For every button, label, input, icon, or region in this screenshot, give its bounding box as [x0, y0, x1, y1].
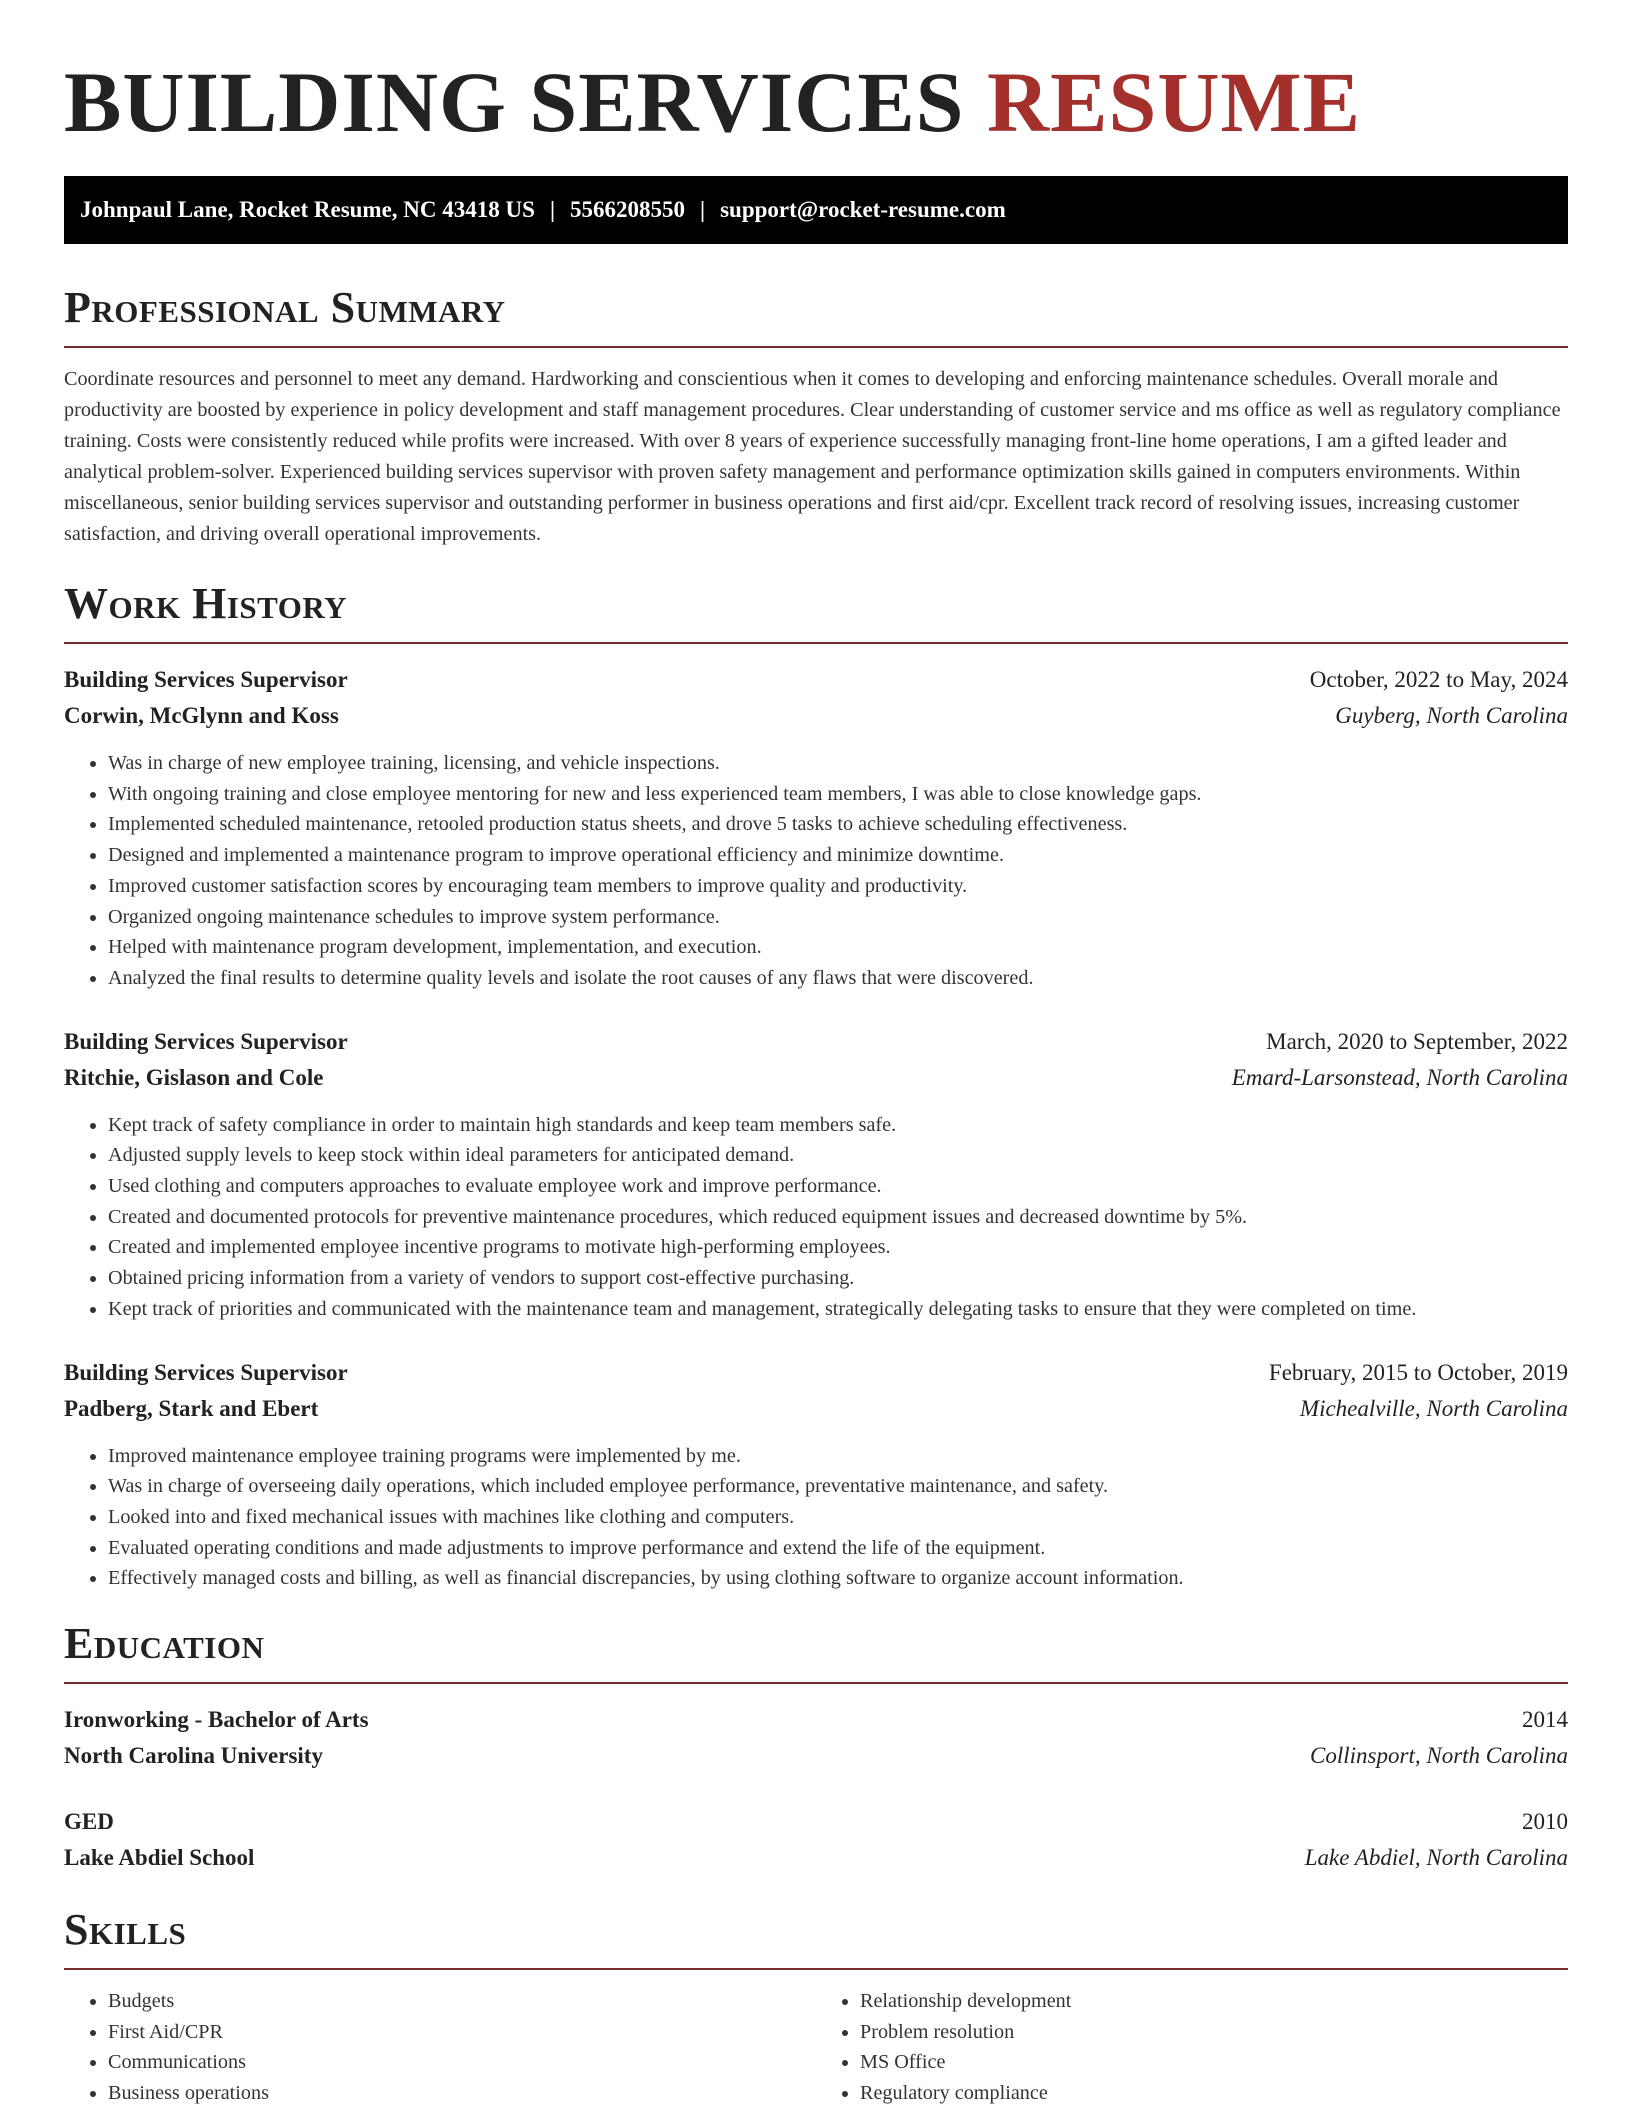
education-degree: GED [64, 1809, 114, 1835]
work-history-section [64, 580, 1568, 1594]
job-bullet: • With ongoing training and close employee mentoring for new and less experienced team members, I was able to close knowledge gaps. [108, 779, 1568, 810]
job-bullet: • Created and documented protocols for preventive maintenance procedures, which reduced equipment issues and decreased downtime by 5%. [108, 1202, 1568, 1233]
education-school: North Carolina University [64, 1743, 323, 1769]
job-bullet: • Effectively managed costs and billing, as well as financial discrepancies, by using clothing software to organize account information. [108, 1563, 1568, 1594]
job-bullets [64, 748, 1568, 994]
job-company: Ritchie, Gislason and Cole [64, 1064, 324, 1090]
contact-phone[interactable]: 5566208550 [570, 197, 686, 222]
skill-item: • First Aid/CPR [108, 2017, 816, 2048]
skill-item: • Business operations [108, 2078, 816, 2109]
contact-bar [64, 176, 1568, 244]
section-heading-education: Education [64, 1619, 265, 1669]
skills-section [64, 1906, 1568, 2109]
education-year: 2010 [1522, 1809, 1568, 1835]
job-title: Building Services Supervisor [64, 1359, 348, 1385]
job-bullet: • Created and implemented employee incentive programs to motivate high-performing employees. [108, 1232, 1568, 1263]
job-dates: March, 2020 to September, 2022 [1266, 1028, 1568, 1054]
education-entry [64, 1702, 1568, 1774]
job-bullet: • Improved maintenance employee training programs were implemented by me. [108, 1441, 1568, 1472]
skill-item: • Regulatory compliance [860, 2078, 1568, 2109]
section-divider [64, 642, 1568, 644]
job-entry [64, 662, 1568, 994]
job-bullet: • Implemented scheduled maintenance, retooled production status sheets, and drove 5 tasks to achieve scheduling effectiveness. [108, 809, 1568, 840]
job-entry [64, 1024, 1568, 1325]
job-bullet: • Kept track of priorities and communicated with the maintenance team and management, strategically delegating tasks to ensure that they were completed on time. [108, 1294, 1568, 1325]
skill-item: • Communications [108, 2047, 816, 2078]
skills-list-right [816, 1986, 1568, 2109]
title-main: BUILDING SERVICES [64, 54, 965, 150]
contact-separator: | [700, 197, 706, 222]
education-degree: Ironworking - Bachelor of Arts [64, 1707, 369, 1733]
job-bullet: • Analyzed the final results to determine quality levels and isolate the root causes of any flaws that were discovered. [108, 963, 1568, 994]
section-divider [64, 346, 1568, 348]
education-location: Collinsport, North Carolina [1310, 1743, 1568, 1769]
job-bullets [64, 1110, 1568, 1325]
job-bullet: • Evaluated operating conditions and made adjustments to improve performance and extend the life of the equipment. [108, 1533, 1568, 1564]
job-bullet: • Obtained pricing information from a variety of vendors to support cost-effective purchasing. [108, 1263, 1568, 1294]
resume-title [64, 52, 1568, 152]
job-bullet: • Improved customer satisfaction scores by encouraging team members to improve quality and productivity. [108, 871, 1568, 902]
job-company: Corwin, McGlynn and Koss [64, 703, 339, 728]
skills-list-left [64, 1986, 816, 2109]
contact-address: Johnpaul Lane, Rocket Resume, NC 43418 US [80, 197, 535, 222]
skill-item: • Budgets [108, 1986, 816, 2017]
job-bullet: • Was in charge of new employee training, licensing, and vehicle inspections. [108, 748, 1568, 779]
job-location: Emard-Larsonstead, North Carolina [1231, 1064, 1568, 1090]
section-heading-skills: Skills [64, 1905, 187, 1955]
job-entry [64, 1355, 1568, 1595]
skills-columns [64, 1986, 1568, 2109]
job-bullets [64, 1441, 1568, 1595]
section-heading-summary: Professional Summary [64, 283, 506, 332]
summary-text: Coordinate resources and personnel to meet any demand. Hardworking and conscientious when it comes to developing and enforcing maintenance schedules. Overall morale and productivity are boosted by experience in policy development and staff management procedures. Clear understanding of customer service and ms office as well as regulatory compliance training. Costs were consistently reduced while profits were increased. With over 8 years of experience successfully managing front-line home operations, I am a gifted leader and analytical problem-solver. Experienced building services supervisor with proven safety management and performance optimization skills gained in computers environments. Within miscellaneous, senior building services supervisor and outstanding performer in business operations and first aid/cpr. Excellent track record of resolving issues, increasing customer satisfaction, and driving overall operational improvements. [64, 368, 1561, 545]
job-bullet: • Used clothing and computers approaches to evaluate employee work and improve performance. [108, 1171, 1568, 1202]
education-entry [64, 1804, 1568, 1876]
job-bullet: • Kept track of safety compliance in order to maintain high standards and keep team members safe. [108, 1110, 1568, 1141]
job-bullet: • Helped with maintenance program development, implementation, and execution. [108, 932, 1568, 963]
job-location: Guyberg, North Carolina [1335, 703, 1568, 728]
job-dates: February, 2015 to October, 2019 [1268, 1359, 1568, 1385]
education-location: Lake Abdiel, North Carolina [1304, 1845, 1568, 1871]
education-school: Lake Abdiel School [64, 1845, 255, 1871]
section-divider [64, 1968, 1568, 1970]
job-bullet: • Designed and implemented a maintenance program to improve operational efficiency and minimize downtime. [108, 840, 1568, 871]
skill-item: • MS Office [860, 2047, 1568, 2078]
section-heading-work: Work History [64, 579, 348, 628]
job-bullet: • Looked into and fixed mechanical issues with machines like clothing and computers. [108, 1502, 1568, 1533]
contact-email[interactable]: support@rocket-resume.com [720, 197, 1006, 222]
education-year: 2014 [1522, 1707, 1568, 1733]
job-bullet: • Adjusted supply levels to keep stock within ideal parameters for anticipated demand. [108, 1140, 1568, 1171]
education-section [64, 1620, 1568, 1876]
job-dates: October, 2022 to May, 2024 [1309, 667, 1568, 692]
job-title: Building Services Supervisor [64, 1028, 348, 1054]
summary-section [64, 284, 1568, 550]
job-bullet: • Was in charge of overseeing daily operations, which included employee performance, preventative maintenance, and safety. [108, 1471, 1568, 1502]
skill-item: • Relationship development [860, 1986, 1568, 2017]
contact-separator: | [549, 197, 556, 222]
job-title: Building Services Supervisor [64, 667, 348, 692]
job-bullet: • Organized ongoing maintenance schedules to improve system performance. [108, 902, 1568, 933]
job-company: Padberg, Stark and Ebert [64, 1395, 319, 1421]
skill-item: • Problem resolution [860, 2017, 1568, 2048]
section-divider [64, 1682, 1568, 1684]
job-location: Michealville, North Carolina [1299, 1395, 1568, 1421]
title-accent: RESUME [987, 54, 1361, 150]
